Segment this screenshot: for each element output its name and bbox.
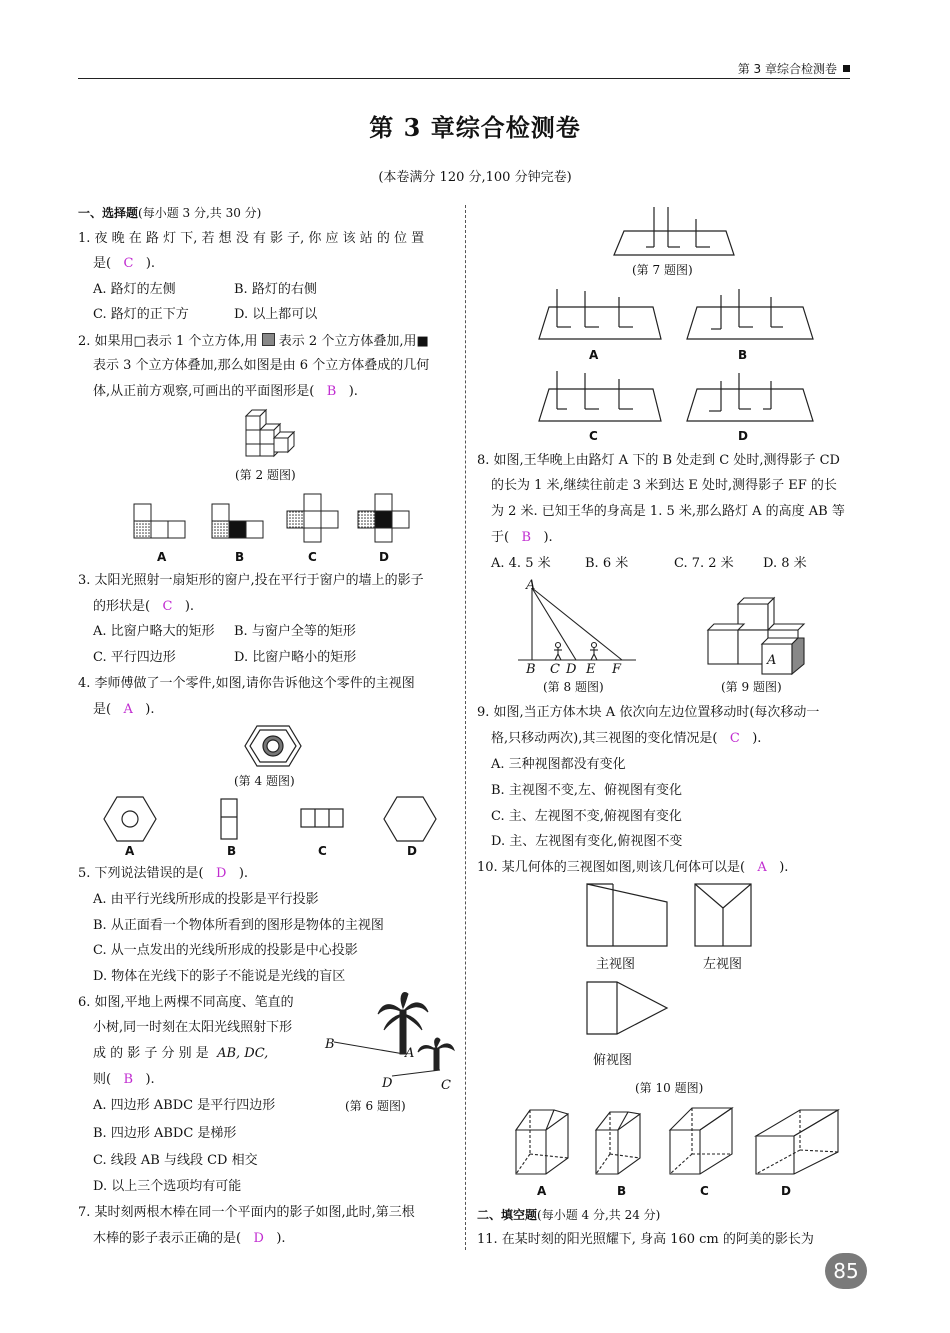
q2-stem-a: 2. 如果用□表示 1 个立方体,用 (78, 334, 258, 349)
q3-option-a: A. 比窗户略大的矩形 (93, 624, 215, 639)
q9-option-c: C. 主、左视图不变,俯视图有变化 (491, 809, 682, 824)
page-subtitle: (本卷满分 120 分,100 分钟完卷) (378, 170, 572, 185)
q9-post: ). (752, 731, 762, 746)
q7-stem-2 (93, 1231, 286, 1247)
section1-label: 一、选择题 (78, 206, 139, 220)
q6-caption: (第 6 题图) (345, 1099, 406, 1113)
q7-stem: 7. 某时刻两根木棒在同一个平面内的影子如图,此时,第三根 (78, 1205, 415, 1220)
q10-label-c: C (700, 1184, 709, 1198)
q10-post: ). (779, 860, 789, 875)
q8-stem-3: 为 2 米. 已知王华的身高是 1. 5 米,那么路灯 A 的高度 AB 等 (491, 504, 845, 519)
q8-label-a: A (526, 578, 536, 593)
q8-label-b: B (526, 662, 536, 677)
q9-pre: 格,只移动两次),其三视图的变化情况是( (491, 731, 718, 746)
q10-label-a: A (537, 1184, 547, 1198)
q7-caption: (第 7 题图) (632, 263, 693, 277)
q3-post: ). (184, 599, 195, 614)
running-header (738, 60, 850, 77)
q6-stem-3 (93, 1046, 268, 1062)
q7-question-figure (610, 205, 740, 257)
short-tree-icon (418, 1038, 454, 1070)
q2-options-figure (130, 490, 420, 542)
q6-pre: 则( (93, 1072, 112, 1087)
q8-stem: 8. 如图,王华晚上由路灯 A 下的 B 处走到 C 处时,测得影子 CD (477, 453, 840, 468)
q1-stem: 1. 夜 晚 在 路 灯 下, 若 想 没 有 影 子, 你 应 该 站 的 位 置 (78, 231, 425, 246)
q1-option-d: D. 以上都可以 (234, 307, 318, 322)
q3-option-b: B. 与窗户全等的矩形 (234, 624, 356, 639)
page-title: 第 3 章综合检测卷 (369, 113, 581, 142)
q3-option-d: D. 比窗户略小的矩形 (234, 650, 357, 665)
q10-stem (477, 860, 788, 876)
q8-label-c: C (550, 662, 560, 677)
q2-stem-2: 表示 3 个立方体叠加,那么如图是由 6 个立方体叠成的几何 (93, 358, 430, 373)
q7-post: ). (276, 1231, 286, 1246)
q6-option-d: D. 以上三个选项均有可能 (93, 1179, 242, 1194)
q4-answer: A (123, 702, 133, 717)
q9-caption: (第 9 题图) (721, 680, 782, 694)
q6-answer: B (123, 1072, 134, 1087)
q2-pre: 体,从正前方观察,可画出的平面图形是( (93, 384, 315, 399)
q4-nut-figure (243, 722, 303, 770)
gray-square-icon (262, 333, 275, 346)
q10-label-d: D (781, 1184, 791, 1198)
q6-option-b: B. 四边形 ABDC 是梯形 (93, 1126, 237, 1141)
q7-label-b: B (738, 348, 748, 362)
q6-stem-3b: AB, DC, (217, 1046, 269, 1061)
q4-label-c: C (318, 844, 327, 858)
q5-option-a: A. 由平行光线所形成的投影是平行投影 (93, 892, 319, 907)
q10-answer: A (757, 860, 767, 875)
q6-label-c: C (441, 1078, 451, 1093)
q7-label-c: C (589, 429, 598, 443)
q1-stem-2 (93, 256, 155, 272)
q8-answer: B (521, 530, 532, 545)
q4-stem: 4. 李师傅做了一个零件,如图,请你告诉他这个零件的主视图 (78, 676, 415, 691)
q9-cubes-figure (706, 596, 810, 674)
q8-option-b: B. 6 米 (585, 556, 629, 571)
q5-post: ). (238, 866, 249, 881)
q4-caption: (第 4 题图) (234, 774, 295, 788)
q2-cube-stack-figure (238, 408, 308, 463)
q4-label-b: B (227, 844, 237, 858)
q6-option-a: A. 四边形 ABDC 是平行四边形 (93, 1098, 276, 1113)
q2-label-c: C (308, 550, 317, 564)
q1-answer: C (123, 256, 134, 271)
q2-label-d: D (379, 550, 389, 564)
column-divider (465, 205, 466, 1250)
header-square-icon (843, 65, 850, 72)
q9-option-d: D. 主、左视图有变化,俯视图不变 (491, 834, 683, 849)
q8-lamp-figure (518, 582, 638, 664)
q4-label-d: D (407, 844, 417, 858)
q1-post: ). (145, 256, 156, 271)
q8-label-f: F (612, 662, 622, 677)
q10-caption: (第 10 题图) (635, 1081, 704, 1095)
q2-stem (78, 333, 429, 350)
q8-option-c: C. 7. 2 米 (674, 556, 734, 571)
q10-top-view-label: 俯视图 (593, 1053, 633, 1068)
q5-option-b: B. 从正面看一个物体所看到的图形是物体的主视图 (93, 918, 384, 933)
section2-note: (每小题 4 分,共 24 分) (537, 1208, 661, 1222)
q5-answer: D (216, 866, 227, 881)
q2-stem-b: 表示 2 个立方体叠加,用■ (278, 334, 429, 349)
tall-tree-icon (378, 993, 428, 1054)
q8-post: ). (543, 530, 553, 545)
q8-option-a: A. 4. 5 米 (491, 556, 551, 571)
section1-note: (每小题 3 分,共 30 分) (138, 206, 262, 220)
q9-label-a: A (767, 653, 777, 668)
q4-options-figure (103, 795, 443, 843)
q8-stem-2: 的长为 1 米,继续往前走 3 米到达 E 处时,测得影子 EF 的长 (491, 478, 837, 493)
q6-option-c: C. 线段 AB 与线段 CD 相交 (93, 1153, 258, 1168)
q10-pre: 10. 某几何体的三视图如图,则该几何体可以是( (477, 860, 746, 875)
q6-label-d: D (382, 1076, 393, 1091)
q10-options-figure (510, 1104, 850, 1180)
q1-option-b: B. 路灯的右侧 (234, 282, 317, 297)
q8-label-d: D (566, 662, 577, 677)
q7-pre: 木棒的影子表示正确的是( (93, 1231, 242, 1246)
q9-option-a: A. 三种视图都没有变化 (491, 757, 626, 772)
q4-label-a: A (125, 844, 135, 858)
q8-pre: 于( (491, 530, 510, 545)
q2-answer: B (326, 384, 337, 399)
q1-option-c: C. 路灯的正下方 (93, 307, 189, 322)
q6-stem-2: 小树,同一时刻在太阳光线照射下形 (93, 1020, 293, 1035)
q11-stem: 11. 在某时刻的阳光照耀下, 身高 160 cm 的阿美的影长为 (477, 1232, 814, 1247)
q3-stem: 3. 太阳光照射一扇矩形的窗户,投在平行于窗户的墙上的影子 (78, 573, 424, 588)
q7-label-a: A (589, 348, 599, 362)
section2-heading (477, 1207, 660, 1223)
q3-answer: C (162, 599, 173, 614)
q2-caption: (第 2 题图) (235, 468, 296, 482)
q7-options-figure (535, 285, 825, 430)
q2-stem-3 (93, 384, 358, 400)
q9-answer: C (729, 731, 740, 746)
q6-label-b: B (325, 1037, 335, 1052)
q5-option-d: D. 物体在光线下的影子不能说是光线的盲区 (93, 969, 346, 984)
q4-post: ). (145, 702, 155, 717)
q9-option-b: B. 主视图不变,左、俯视图有变化 (491, 783, 682, 798)
q10-label-b: B (617, 1184, 627, 1198)
q6-label-a: A (405, 1046, 415, 1061)
q3-pre: 的形状是( (93, 599, 151, 614)
q4-pre: 是( (93, 702, 112, 717)
q6-stem-3a: 成 的 影 子 分 别 是 (93, 1046, 209, 1061)
q1-option-a: A. 路灯的左侧 (93, 282, 176, 297)
section2-label: 二、填空题 (477, 1208, 538, 1222)
q2-label-b: B (235, 550, 245, 564)
section1-heading (78, 205, 261, 221)
q1-pre: 是( (93, 256, 112, 271)
q10-front-view-label: 主视图 (596, 957, 636, 972)
q5-stem (78, 866, 248, 882)
q2-label-a: A (157, 550, 167, 564)
q6-stem-4 (93, 1072, 155, 1088)
q9-stem-2 (491, 731, 761, 747)
q4-stem-2 (93, 702, 155, 718)
q8-stem-4 (491, 530, 553, 546)
q5-option-c: C. 从一点发出的光线所形成的投影是中心投影 (93, 943, 358, 958)
q3-stem-2 (93, 599, 194, 615)
q2-post: ). (348, 384, 358, 399)
q8-caption: (第 8 题图) (543, 680, 604, 694)
q7-label-d: D (738, 429, 748, 443)
q8-option-d: D. 8 米 (763, 556, 807, 571)
q7-answer: D (253, 1231, 264, 1246)
running-title: 第 3 章综合检测卷 (737, 62, 837, 76)
q6-stem: 6. 如图,平地上两棵不同高度、笔直的 (78, 995, 294, 1010)
q9-stem: 9. 如图,当正方体木块 A 依次向左边位置移动时(每次移动一 (477, 705, 820, 720)
q6-post: ). (145, 1072, 155, 1087)
page-number: 85 (825, 1253, 867, 1289)
q5-pre: 5. 下列说法错误的是( (78, 866, 204, 881)
q8-label-e: E (586, 662, 596, 677)
q3-option-c: C. 平行四边形 (93, 650, 176, 665)
header-rule (78, 78, 850, 79)
q10-left-view-label: 左视图 (703, 957, 743, 972)
